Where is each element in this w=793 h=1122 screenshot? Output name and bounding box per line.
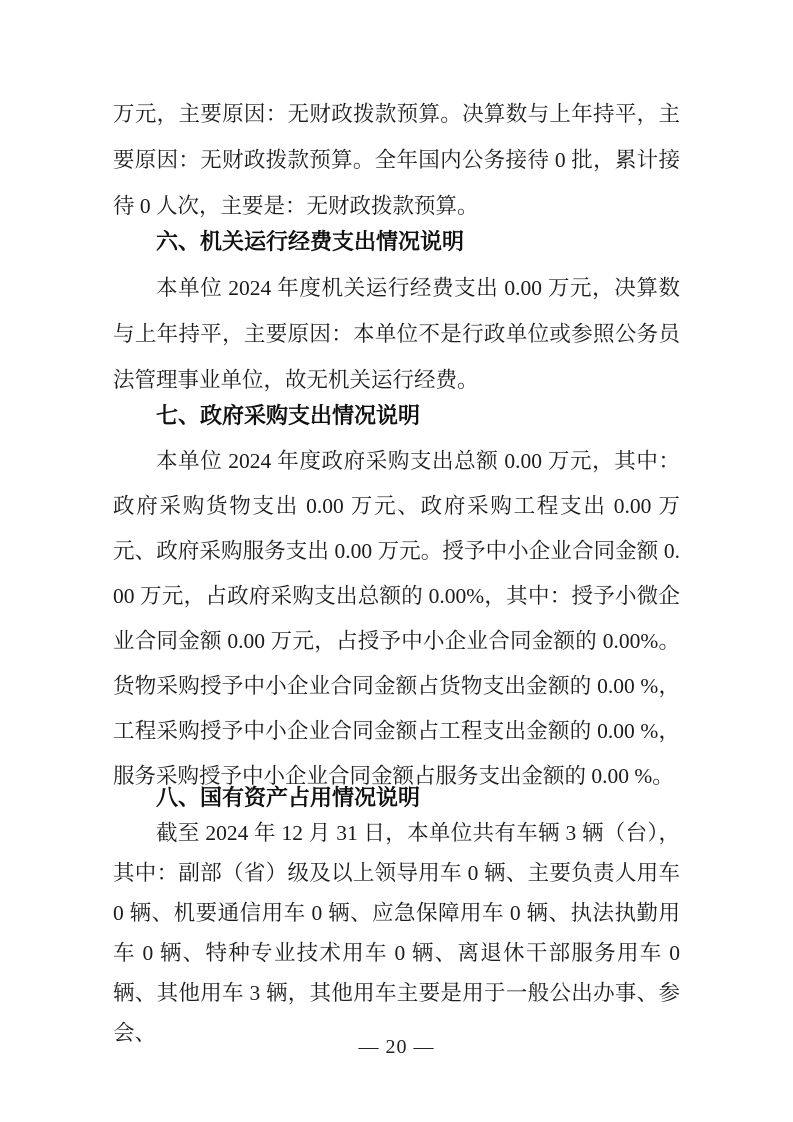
page-content (113, 91, 680, 1053)
page-number: — 20 — (358, 1036, 435, 1058)
section-7-heading: 七、政府采购支出情况说明 (156, 403, 421, 428)
continuation-paragraph: 万元，主要原因：无财政拨款预算。决算数与上年持平，主要原因：无财政拨款预算。全年国内公务接待 0 批，累计接待 0 人次，主要是：无财政拨款预算。 (113, 102, 680, 218)
section-8-heading: 八、国有资产占用情况说明 (156, 785, 421, 810)
section-7-paragraph: 本单位 2024 年度政府采购支出总额 0.00 万元，其中：政府采购货物支出 0.00 万元、政府采购工程支出 0.00 万元、政府采购服务支出 0.00 万元。授予中小企业合同金额 0.00 万元，占政府采购支出总额的 0.00%，其中：授予小微企业合同金额 0.00 万元，占授予中小企业合同金额的 0.00%。货物采购授予中小企业合同金额占货物支出金额的 0.00 %，工程采购授予中小企业合同金额占工程支出金额的 0.00 %，服务采购授予中小企业合同金额占服务支出金额的 0.00 %。 (113, 449, 680, 788)
section-8-paragraph: 截至 2024 年 12 月 31 日，本单位共有车辆 3 辆（台），其中：副部（省）级及以上领导用车 0 辆、主要负责人用车 0 辆、机要通信用车 0 辆、应急保障用车 0 辆、执法执勤用车 0 辆、特种专业技术用车 0 辆、离退休干部服务用车 0 辆、其他用车 3 辆，其他用车主要是用于一般公出办事、参会、 (113, 821, 680, 1045)
section-6-paragraph: 本单位 2024 年度机关运行经费支出 0.00 万元，决算数与上年持平，主要原因：本单位不是行政单位或参照公务员法管理事业单位，故无机关运行经费。 (113, 276, 680, 392)
section-6-heading: 六、机关运行经费支出情况说明 (156, 229, 465, 254)
